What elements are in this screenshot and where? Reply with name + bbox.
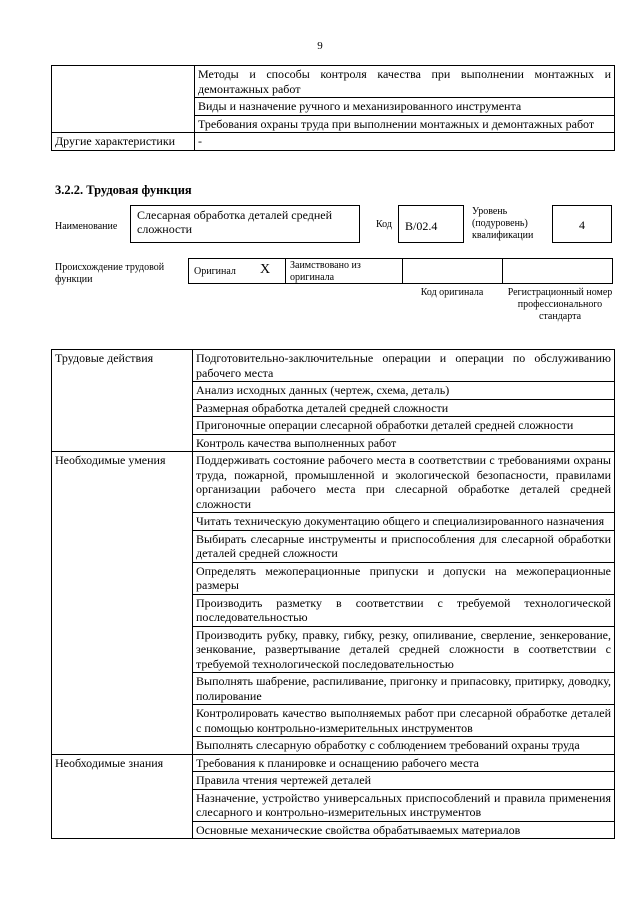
group-item: Назначение, устройство универсальных приспособлений и правила применения слесарного и контрольно-измерительных инструментов	[193, 789, 615, 821]
divider	[285, 258, 286, 284]
group-item: Подготовительно-заключительные операции и операции по обслуживанию рабочего места	[193, 350, 615, 382]
name-value: Слесарная обработка деталей средней сложности	[137, 208, 333, 236]
group-item: Правила чтения чертежей деталей	[193, 772, 615, 790]
group-item: Производить рубку, правку, гибку, резку, опиливание, сверление, зенкерование, зенкование, развертывание деталей средней сложности в соответствии с требуемой технологической последовательностью	[193, 626, 615, 673]
group-item: Требования к планировке и оснащению рабочего места	[193, 754, 615, 772]
group-item: Размерная обработка деталей средней сложности	[193, 399, 615, 417]
original-label: Оригинал	[194, 266, 236, 277]
top-continuation-table	[51, 65, 615, 151]
level-value-box	[552, 205, 612, 243]
group-item: Производить разметку в соответствии с требуемой технологической последовательностью	[193, 594, 615, 626]
table-row	[52, 115, 615, 133]
row-text: -	[195, 133, 615, 151]
row-text: Требования охраны труда при выполнении монтажных и демонтажных работ	[195, 115, 615, 133]
group-label: Необходимые умения	[52, 452, 193, 755]
registration-caption: Регистрационный номер профессионального стандарта	[507, 287, 613, 322]
group-item: Анализ исходных данных (чертеж, схема, деталь)	[193, 382, 615, 400]
row-label	[52, 115, 195, 133]
row-label	[52, 98, 195, 116]
original-mark: X	[260, 262, 271, 277]
group-item: Пригоночные операции слесарной обработки деталей средней сложности	[193, 417, 615, 435]
group-item: Поддерживать состояние рабочего места в соответствии с требованиями охраны труда, пожарной, промышленной и экологической безопасности, правилами организации рабочего места при слесарной обработке деталей средней сложности	[193, 452, 615, 513]
divider	[402, 258, 403, 284]
origin-label: Происхождение трудовой функции	[55, 262, 165, 285]
group-item: Основные механические свойства обрабатываемых материалов	[193, 821, 615, 839]
section-title: 3.2.2. Трудовая функция	[55, 183, 192, 197]
code-value-box	[398, 205, 464, 243]
table-row	[52, 66, 615, 98]
group-item: Выполнять слесарную обработку с соблюдением требований охраны труда	[193, 737, 615, 755]
level-label: Уровень (подуровень) квалификации	[472, 206, 534, 241]
name-label: Наименование	[55, 221, 118, 232]
row-text: Методы и способы контроля качества при выполнении монтажных и демонтажных работ	[195, 66, 615, 98]
table-row	[52, 350, 615, 382]
group-item: Контролировать качество выполняемых работ при слесарной обработке деталей с помощью контрольно-измерительных инструментов	[193, 705, 615, 737]
group-item: Определять межоперационные припуски и допуски на межоперационные размеры	[193, 562, 615, 594]
table-row	[52, 452, 615, 513]
row-text: Виды и назначение ручного и механизированного инструмента	[195, 98, 615, 116]
labor-function-table	[51, 349, 615, 839]
name-value-box	[130, 205, 360, 243]
borrowed-label: Заимствовано из оригинала	[290, 260, 361, 283]
group-label: Трудовые действия	[52, 350, 193, 452]
row-label	[52, 66, 195, 98]
origin-box	[188, 258, 613, 284]
group-item: Читать техническую документацию общего и специализированного назначения	[193, 513, 615, 531]
code-original-caption: Код оригинала	[420, 287, 484, 298]
code-label: Код	[376, 219, 392, 230]
table-row	[52, 754, 615, 772]
divider	[502, 258, 503, 284]
table-row	[52, 98, 615, 116]
group-item: Выполнять шабрение, распиливание, пригонку и припасовку, притирку, доводку, полирование	[193, 673, 615, 705]
code-value: B/02.4	[405, 219, 438, 233]
page-number: 9	[317, 40, 323, 52]
level-value: 4	[579, 218, 585, 232]
row-label: Другие характеристики	[52, 133, 195, 151]
group-item: Выбирать слесарные инструменты и приспособления для слесарной обработки деталей средней сложности	[193, 530, 615, 562]
table-row	[52, 133, 615, 151]
group-item: Контроль качества выполненных работ	[193, 434, 615, 452]
group-label: Необходимые знания	[52, 754, 193, 839]
